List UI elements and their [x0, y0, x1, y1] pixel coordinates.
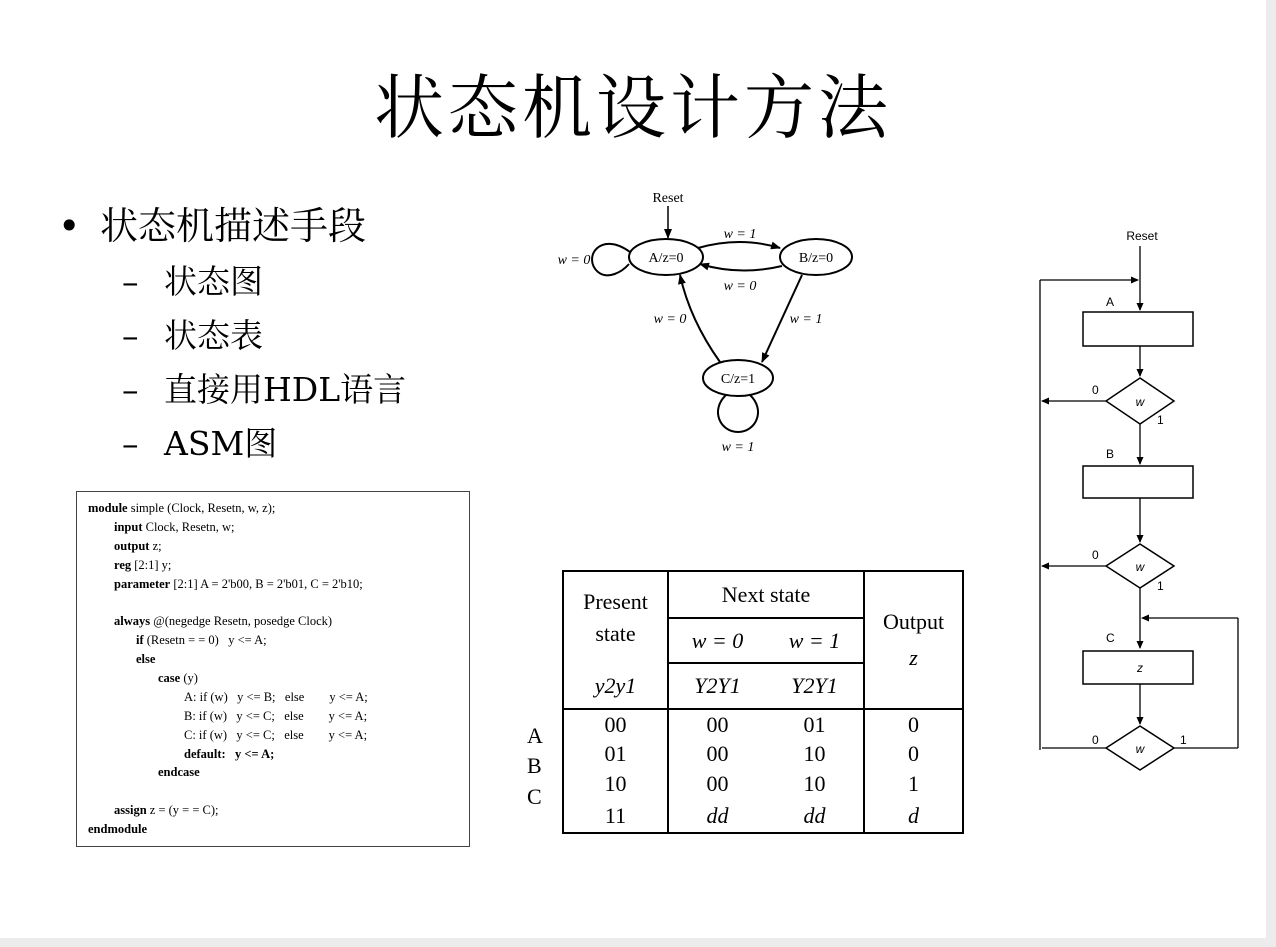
loop-c-label: w = 1 [721, 440, 755, 455]
loop-a-label: w = 0 [557, 253, 591, 268]
code-line: default: y <= A; [184, 746, 275, 761]
asm-state-b-label: B [1106, 447, 1115, 461]
sub-item-label: 状态图 [164, 262, 263, 301]
Y-header-w0: Y2Y1 [668, 663, 766, 709]
code-line: always @(negedge Resetn, posedge Clock) [114, 614, 333, 629]
cell: 10 [766, 769, 864, 799]
cell: 10 [563, 769, 668, 799]
asm-one-1: 1 [1157, 413, 1164, 427]
loop-a [592, 244, 630, 275]
w0-header: w = 0 [668, 618, 766, 663]
table-row [563, 709, 963, 739]
code-line: parameter [2:1] A = 2'b00, B = 2'b01, C = 2'b10; [114, 576, 363, 591]
asm-zero-3: 0 [1092, 733, 1099, 747]
next-state-header: Next state [668, 571, 864, 618]
edge-b-a-label: w = 0 [723, 279, 757, 294]
cell: dd [766, 799, 864, 833]
sub-item-state-table [122, 310, 263, 357]
sub-item-state-diagram [122, 256, 263, 303]
asm-one-3: 1 [1180, 733, 1187, 747]
edge-a-b [698, 242, 780, 248]
asm-decision-3-label: w [1135, 742, 1145, 756]
cell: dd [668, 799, 766, 833]
state-table [562, 570, 964, 834]
row-label-b: B [527, 753, 542, 778]
code-line: B: if (w) y <= C; else y <= A; [184, 708, 368, 723]
asm-zero-1: 0 [1092, 383, 1099, 397]
page-title: 状态机设计方法 [374, 67, 892, 149]
edge-a-b-label: w = 1 [723, 227, 757, 242]
code-line-blank [88, 593, 469, 612]
code-line: output z; [114, 538, 162, 553]
bullet-marker: • [58, 204, 81, 248]
sub-item-hdl [122, 364, 406, 411]
code-line: module simple (Clock, Resetn, w, z); [88, 501, 276, 515]
output-header: Output z [864, 571, 963, 709]
reset-label: Reset [652, 191, 684, 206]
cell: 00 [668, 709, 766, 739]
asm-state-c-output: z [1137, 661, 1143, 675]
row-label-c: C [527, 784, 542, 809]
cell: 10 [766, 739, 864, 769]
code-line: else [136, 652, 156, 667]
state-diagram [540, 180, 870, 470]
cell: 0 [864, 709, 963, 739]
bullet-item [58, 195, 366, 250]
code-line: C: if (w) y <= C; else y <= A; [184, 727, 368, 742]
asm-reset-label: Reset [1126, 229, 1158, 243]
code-line: endcase [158, 765, 200, 780]
loop-c [718, 395, 758, 432]
cell: 11 [563, 799, 668, 833]
sub-item-label: 直接用HDL语言 [164, 370, 407, 409]
cell: 00 [668, 739, 766, 769]
table-row [563, 769, 963, 799]
dash-marker: – [122, 316, 139, 355]
table-row [563, 739, 963, 769]
Y-header-w1: Y2Y1 [766, 663, 864, 709]
code-line: case (y) [158, 671, 198, 686]
verilog-code-box [76, 491, 470, 847]
asm-state-a [1083, 312, 1193, 346]
state-c-label: C/z=1 [720, 372, 756, 387]
cell: 00 [668, 769, 766, 799]
cell: d [864, 799, 963, 833]
sub-item-label: 状态表 [164, 316, 263, 355]
state-a-label: A/z=0 [648, 251, 684, 266]
asm-one-2: 1 [1157, 579, 1164, 593]
cell: 1 [864, 769, 963, 799]
edge-b-c-label: w = 1 [789, 312, 823, 327]
asm-state-a-label: A [1106, 295, 1115, 309]
y-header: y2y1 [563, 663, 668, 709]
dash-marker: – [122, 424, 139, 463]
present-state-header: Present state [563, 571, 668, 663]
edge-c-a-label: w = 0 [653, 312, 687, 327]
state-b-label: B/z=0 [798, 251, 834, 266]
w1-header: w = 1 [766, 618, 864, 663]
code-line: endmodule [88, 822, 148, 837]
dash-marker: – [122, 370, 139, 409]
asm-state-b [1083, 466, 1193, 498]
row-label-a: A [527, 723, 543, 748]
asm-decision-2-label: w [1135, 560, 1145, 574]
table-row [563, 799, 963, 833]
cell: 00 [563, 709, 668, 739]
cell: 01 [766, 709, 864, 739]
dash-marker: – [122, 262, 139, 301]
sub-item-asm [122, 418, 277, 465]
bullet-text: 状态机描述手段 [100, 204, 367, 248]
asm-decision-1-label: w [1135, 395, 1145, 409]
asm-chart [1030, 220, 1250, 780]
cell: 0 [864, 739, 963, 769]
asm-zero-2: 0 [1092, 548, 1099, 562]
code-line: if (Resetn = = 0) y <= A; [136, 633, 267, 648]
asm-state-c-label: C [1106, 631, 1115, 645]
edge-b-a [700, 264, 782, 271]
code-line: input Clock, Resetn, w; [114, 519, 235, 534]
code-line-blank [88, 782, 469, 801]
code-line: assign z = (y = = C); [114, 803, 219, 818]
cell: 01 [563, 739, 668, 769]
sub-item-label: ASM图 [164, 424, 278, 463]
code-line: A: if (w) y <= B; else y <= A; [184, 689, 368, 704]
code-line: reg [2:1] y; [114, 557, 172, 572]
